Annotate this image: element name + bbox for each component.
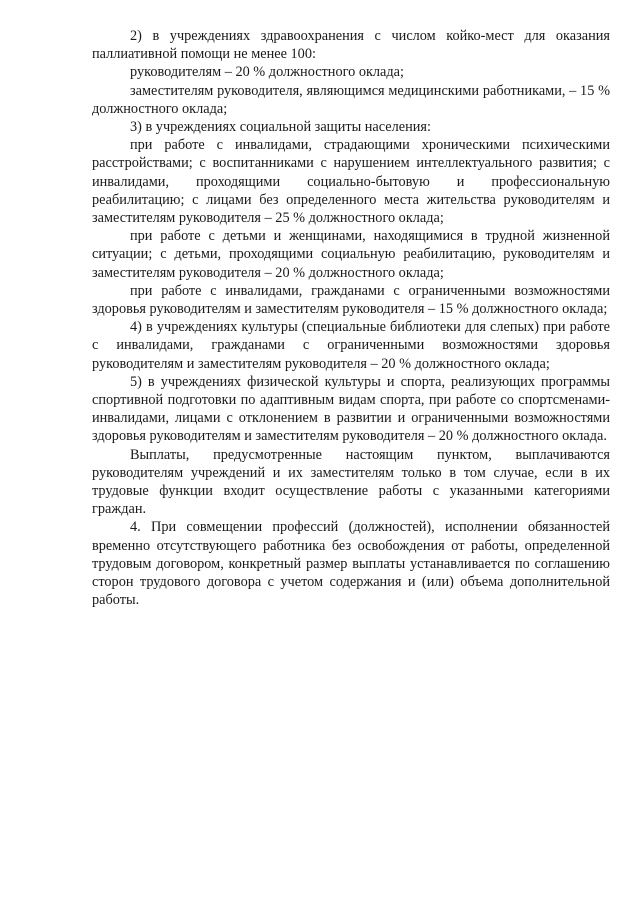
paragraph-social-disabled-mental: при работе с инвалидами, страдающими хроническими психическими расстройствами; с воспитанниками с нарушением интеллектуального развития; с инвалидами, проходящими социально-бытовую и профессиональную реабилитацию; с лицами без определенного места жительства руководителям и заместителям руководителя – 25 % должностного оклада;	[92, 137, 610, 227]
paragraph-social-children-women: при работе с детьми и женщинами, находящимися в трудной жизненной ситуации; с детьми, проходящими социальную реабилитацию, руководителям и заместителям руководителя – 20 % должностного оклада;	[92, 228, 610, 281]
paragraph-payments-note: Выплаты, предусмотренные настоящим пунктом, выплачиваются руководителям учреждений и их заместителям только в том случае, если в их трудовые функции входит осуществление работы с указанными категориями граждан.	[92, 446, 610, 518]
paragraph-culture: 4) в учреждениях культуры (специальные библиотеки для слепых) при работе с инвалидами, гражданами с ограниченными возможностями здоровья руководителям и заместителям руководителя – 20 % должностного оклада;	[92, 319, 610, 372]
paragraph-item-4-combination: 4. При совмещении профессий (должностей), исполнении обязанностей временно отсутствующего работника без освобождения от работы, определенной трудовым договором, конкретный размер выплаты устанавливается по соглашению сторон трудового договора с учетом содержания и (или) объема дополнительной работы.	[92, 519, 610, 609]
paragraph-healthcare-heads: руководителям – 20 % должностного оклада;	[130, 64, 404, 81]
document-body	[92, 27, 610, 610]
paragraph-sport: 5) в учреждениях физической культуры и спорта, реализующих программы спортивной подготовки по адаптивным видам спорта, при работе со спортсменами-инвалидами, лицами с отклонением в развитии и ограниченными возможностями здоровья руководителям и заместителям руководителя – 20 % должностного оклада.	[92, 373, 610, 445]
paragraph-social-disabled-limited: при работе с инвалидами, гражданами с ограниченными возможностями здоровья руководителям и заместителям руководителя – 15 % должностного оклада;	[92, 282, 610, 318]
paragraph-social-intro: 3) в учреждениях социальной защиты населения:	[130, 119, 431, 136]
paragraph-healthcare-deputies: заместителям руководителя, являющимся медицинскими работниками, – 15 % должностного оклада;	[92, 82, 610, 117]
paragraph-healthcare-intro: 2) в учреждениях здравоохранения с числом койко-мест для оказания паллиативной помощи не менее 100:	[92, 28, 610, 63]
